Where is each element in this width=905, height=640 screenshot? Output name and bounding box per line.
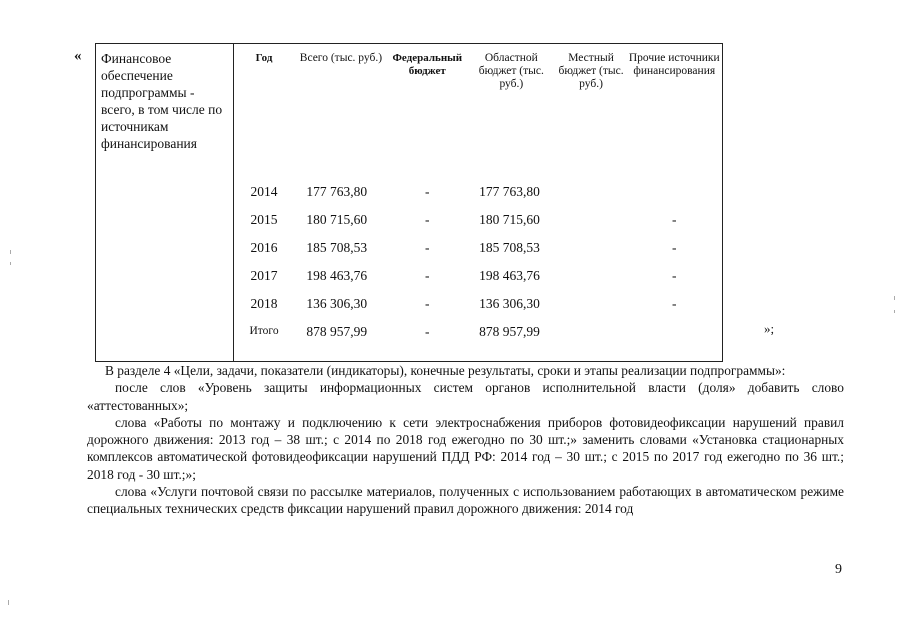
cell-federal: -	[425, 184, 430, 199]
cell-total: 185 708,53	[306, 240, 368, 255]
financing-table	[95, 43, 723, 362]
opening-quote: «	[74, 48, 82, 64]
paragraph: слова «Услуги почтовой связи по рассылке материалов, полученных с использованием работающих в автоматическом режиме специальных технических средств фиксации нарушений правил дорожного движения: 2014 год	[87, 484, 844, 517]
cell-year: 2016	[250, 240, 278, 255]
cell-federal: -	[425, 212, 430, 227]
page-number: 9	[835, 562, 842, 577]
paragraph: после слов «Уровень защиты информационных систем органов исполнительной власти (доля» добавить слово «аттестованных»;	[87, 380, 844, 413]
cell-regional: 177 763,80	[479, 184, 540, 199]
cell-other: -	[627, 297, 723, 325]
cell-local	[556, 297, 627, 325]
cell-local	[556, 241, 627, 269]
closing-quote: »;	[764, 321, 775, 336]
header-federal: Федеральный бюджет	[388, 44, 468, 186]
cell-federal: -	[425, 324, 430, 339]
paragraph: слова «Работы по монтажу и подключению к сети электроснабжения приборов фотовидеофиксации нарушений правил дорожного движения: 2013 год – 38 шт.; с 2014 по 2018 год ежегодно по 30 шт.;» заменить словами «Установка стационарных комплексов автоматической фотовидеофиксации нарушений ПДД РФ: 2014 год – 30 шт.; с 2015 по 2017 год ежегодно по 36 шт.; 2018 год - 30 шт.;»;	[87, 414, 844, 482]
cell-year: 2014	[250, 184, 278, 199]
header-local: Местный бюджет (тыс. руб.)	[556, 44, 627, 186]
cell-total: 180 715,60	[306, 212, 368, 227]
cell-local	[556, 213, 627, 241]
cell-other: -	[627, 241, 723, 269]
cell-total: 878 957,99	[306, 324, 368, 339]
cell-year: 2015	[250, 212, 278, 227]
cell-regional: 878 957,99	[479, 324, 540, 339]
cell-year: Итого	[249, 325, 279, 337]
cell-local	[556, 185, 627, 213]
header-regional: Областной бюджет (тыс. руб.)	[467, 44, 556, 186]
cell-federal: -	[425, 296, 430, 311]
cell-total: 177 763,80	[306, 184, 368, 199]
cell-year: 2017	[250, 268, 278, 283]
table-bottom-spacer	[233, 353, 722, 362]
cell-regional: 198 463,76	[479, 268, 540, 283]
header-year: Год	[233, 44, 294, 186]
header-other: Прочие источники финансирования	[627, 44, 723, 186]
cell-local	[556, 325, 627, 353]
cell-total: 136 306,30	[306, 296, 368, 311]
cell-local	[556, 269, 627, 297]
cell-other: -	[627, 213, 723, 241]
cell-other	[627, 325, 723, 353]
cell-regional: 180 715,60	[479, 212, 540, 227]
table-row-label: Финансовое обеспечение подпрограммы - всего, в том числе по источникам финансирования	[101, 51, 223, 151]
cell-federal: -	[425, 268, 430, 283]
cell-other: -	[627, 269, 723, 297]
cell-year: 2018	[250, 296, 278, 311]
cell-regional: 185 708,53	[479, 240, 540, 255]
paragraph: В разделе 4 «Цели, задачи, показатели (индикаторы), конечные результаты, сроки и этапы реализации подпрограммы»:	[105, 363, 786, 378]
cell-regional: 136 306,30	[479, 296, 540, 311]
cell-total: 198 463,76	[306, 268, 368, 283]
header-total: Всего (тыс. руб.)	[294, 44, 387, 186]
cell-federal: -	[425, 240, 430, 255]
cell-other	[627, 185, 723, 213]
body-text	[87, 362, 844, 518]
